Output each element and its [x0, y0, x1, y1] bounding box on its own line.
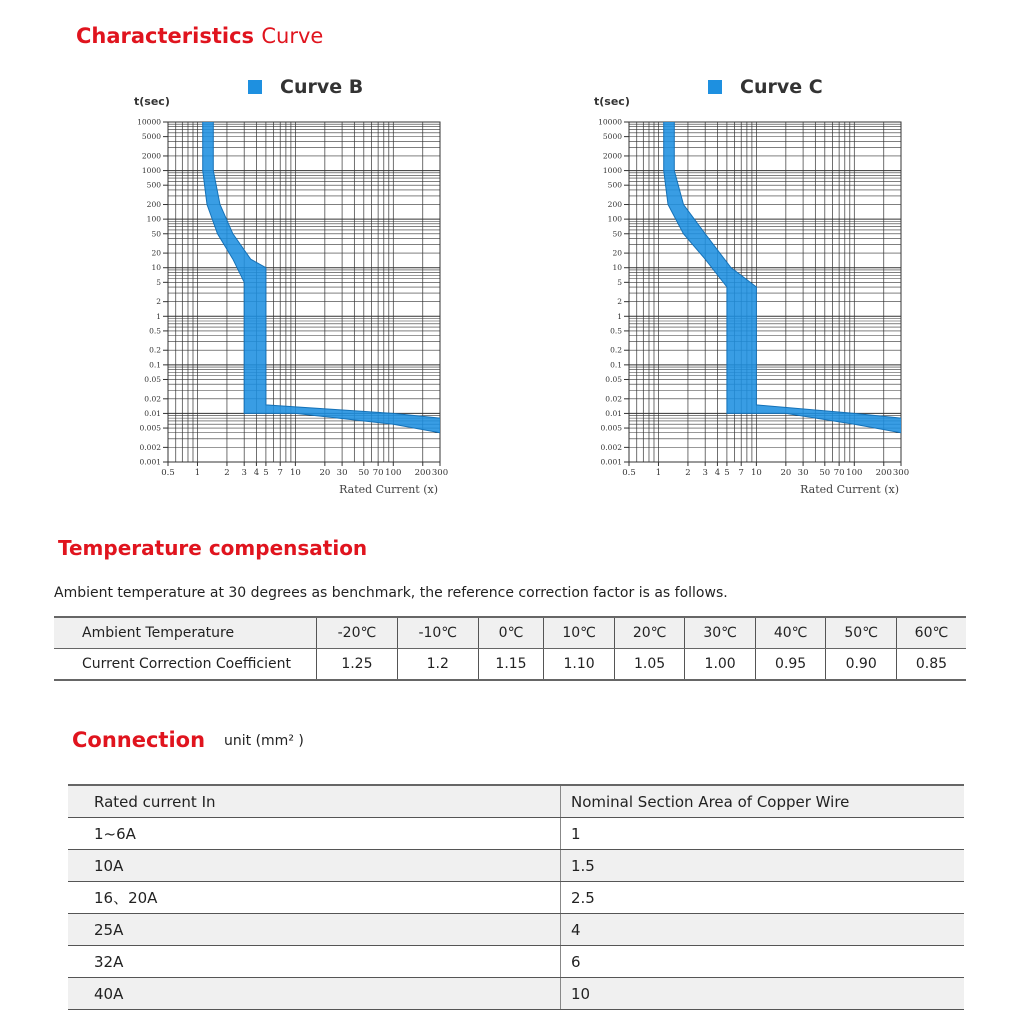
- rated-current-cell: 16、20A: [68, 882, 561, 914]
- x-tick-label: 300: [431, 468, 449, 478]
- header-cell: Nominal Section Area of Copper Wire: [561, 785, 965, 818]
- y-tick-label: 0.05: [144, 374, 161, 384]
- y-tick-label: 0.005: [139, 423, 161, 433]
- coefficient-row: [54, 649, 966, 681]
- coef-cell: 0.90: [826, 649, 897, 681]
- heading-light: Curve: [261, 24, 324, 48]
- curve-b-plot: [130, 110, 460, 510]
- table-row: [68, 914, 964, 946]
- rated-current-cell: 10A: [68, 850, 561, 882]
- curve-c-legend: [708, 76, 823, 98]
- heading-bold: Characteristics: [76, 24, 255, 48]
- header-cell: Rated current In: [68, 785, 561, 818]
- x-tick-label: 7: [277, 468, 283, 478]
- trip-band: [664, 122, 901, 433]
- temperature-intro: Ambient temperature at 30 degrees as benchmark, the reference correction factor is as follows.: [54, 585, 728, 601]
- coef-cell: 1.25: [317, 649, 398, 681]
- section-area-cell: 2.5: [561, 882, 965, 914]
- y-tick-label: 1000: [602, 166, 622, 176]
- y-tick-label: 0.002: [139, 442, 161, 452]
- x-tick-label: 10: [289, 468, 301, 478]
- y-tick-label: 0.2: [610, 345, 622, 355]
- section-area-cell: 10: [561, 978, 965, 1010]
- x-tick-label: 30: [797, 468, 809, 478]
- y-tick-label: 500: [607, 180, 622, 190]
- y-tick-label: 5: [617, 277, 622, 287]
- y-axis-title: t(sec): [594, 95, 630, 108]
- y-tick-label: 0.001: [600, 457, 622, 467]
- x-tick-label: 1: [655, 468, 662, 478]
- connection-table: [68, 784, 964, 1010]
- temp-cell: 60℃: [896, 617, 966, 649]
- y-tick-label: 0.02: [605, 394, 622, 404]
- connection-unit: unit (mm² ): [224, 733, 304, 749]
- row-label: Current Correction Coefficient: [54, 649, 317, 681]
- x-tick-label: 20: [780, 468, 792, 478]
- legend-label: Curve C: [740, 76, 823, 98]
- legend-swatch: [708, 80, 722, 94]
- x-tick-label: 30: [336, 468, 348, 478]
- y-axis-title: t(sec): [134, 95, 170, 108]
- y-tick-label: 100: [607, 214, 622, 224]
- y-tick-label: 1000: [141, 166, 161, 176]
- coef-cell: 0.95: [755, 649, 826, 681]
- temp-cell: 40℃: [755, 617, 826, 649]
- y-tick-label: 0.5: [149, 326, 161, 336]
- x-tick-label: 0.5: [622, 468, 636, 478]
- x-tick-label: 70: [372, 468, 384, 478]
- y-tick-label: 5000: [141, 132, 161, 142]
- y-tick-label: 20: [612, 248, 622, 258]
- y-tick-label: 5: [156, 277, 161, 287]
- x-tick-label: 2: [685, 468, 691, 478]
- table-header-row: [68, 785, 964, 818]
- x-tick-label: 300: [892, 468, 910, 478]
- temp-cell: 50℃: [826, 617, 897, 649]
- y-tick-label: 5000: [602, 132, 622, 142]
- legend-label: Curve B: [280, 76, 364, 98]
- x-tick-label: 3: [702, 468, 708, 478]
- x-tick-label: 20: [319, 468, 331, 478]
- coef-cell: 1.10: [544, 649, 615, 681]
- temperature-row: [54, 617, 966, 649]
- x-tick-label: 200: [875, 468, 892, 478]
- y-tick-label: 2000: [141, 151, 161, 161]
- y-tick-label: 100: [146, 214, 161, 224]
- y-tick-label: 2: [156, 297, 161, 307]
- y-tick-label: 1: [617, 311, 622, 321]
- y-tick-label: 50: [151, 229, 161, 239]
- coef-cell: 1.00: [685, 649, 756, 681]
- rated-current-cell: 1~6A: [68, 818, 561, 850]
- temp-cell: 20℃: [614, 617, 685, 649]
- y-tick-label: 2: [617, 297, 622, 307]
- x-tick-label: 7: [738, 468, 744, 478]
- section-area-cell: 1: [561, 818, 965, 850]
- temp-cell: -10℃: [397, 617, 478, 649]
- curve-b-legend: [248, 76, 363, 98]
- x-tick-label: 5: [724, 468, 730, 478]
- x-axis-title: Rated Current (x): [339, 483, 438, 496]
- y-tick-label: 10000: [137, 117, 161, 127]
- rated-current-cell: 25A: [68, 914, 561, 946]
- curve-c-plot: [591, 110, 921, 510]
- section-area-cell: 4: [561, 914, 965, 946]
- section-area-cell: 1.5: [561, 850, 965, 882]
- y-tick-label: 0.002: [600, 442, 622, 452]
- table-row: [68, 946, 964, 978]
- rated-current-cell: 32A: [68, 946, 561, 978]
- characteristics-curve-heading: [76, 24, 323, 48]
- trip-band: [203, 122, 440, 433]
- y-tick-label: 20: [151, 248, 161, 258]
- y-tick-label: 0.001: [139, 457, 161, 467]
- y-tick-label: 50: [612, 229, 622, 239]
- y-tick-label: 0.1: [149, 360, 161, 370]
- y-tick-label: 1: [156, 311, 161, 321]
- x-tick-label: 5: [263, 468, 269, 478]
- temp-cell: -20℃: [317, 617, 398, 649]
- x-tick-label: 100: [846, 468, 863, 478]
- y-tick-label: 2000: [602, 151, 622, 161]
- temperature-compensation-heading: Temperature compensation: [58, 536, 368, 560]
- coef-cell: 1.2: [397, 649, 478, 681]
- y-tick-label: 0.005: [600, 423, 622, 433]
- x-tick-label: 4: [253, 468, 260, 478]
- x-tick-label: 10: [750, 468, 762, 478]
- temp-cell: 0℃: [478, 617, 544, 649]
- x-axis-title: Rated Current (x): [800, 483, 899, 496]
- coef-cell: 1.05: [614, 649, 685, 681]
- y-tick-label: 0.05: [605, 374, 622, 384]
- x-tick-label: 3: [241, 468, 247, 478]
- y-tick-label: 10: [612, 263, 622, 273]
- legend-swatch: [248, 80, 262, 94]
- section-area-cell: 6: [561, 946, 965, 978]
- y-tick-label: 0.01: [144, 408, 161, 418]
- y-tick-label: 10: [151, 263, 161, 273]
- y-tick-label: 10000: [598, 117, 622, 127]
- table-row: [68, 818, 964, 850]
- x-tick-label: 50: [819, 468, 831, 478]
- coef-cell: 0.85: [896, 649, 966, 681]
- y-tick-label: 500: [146, 180, 161, 190]
- temp-cell: 30℃: [685, 617, 756, 649]
- x-tick-label: 50: [358, 468, 370, 478]
- x-tick-label: 4: [714, 468, 721, 478]
- rated-current-cell: 40A: [68, 978, 561, 1010]
- y-tick-label: 0.1: [610, 360, 622, 370]
- y-tick-label: 0.5: [610, 326, 622, 336]
- y-tick-label: 0.2: [149, 345, 161, 355]
- table-row: [68, 882, 964, 914]
- y-tick-label: 200: [146, 200, 161, 210]
- table-row: [68, 850, 964, 882]
- connection-heading: Connection: [72, 728, 206, 752]
- coef-cell: 1.15: [478, 649, 544, 681]
- x-tick-label: 100: [385, 468, 402, 478]
- x-tick-label: 1: [194, 468, 201, 478]
- temp-cell: 10℃: [544, 617, 615, 649]
- x-tick-label: 70: [833, 468, 845, 478]
- x-tick-label: 0.5: [161, 468, 175, 478]
- temperature-table: [54, 616, 966, 681]
- y-tick-label: 200: [607, 200, 622, 210]
- x-tick-label: 200: [414, 468, 431, 478]
- y-tick-label: 0.02: [144, 394, 161, 404]
- y-tick-label: 0.01: [605, 408, 622, 418]
- x-tick-label: 2: [224, 468, 230, 478]
- row-label: Ambient Temperature: [54, 617, 317, 649]
- table-row: [68, 978, 964, 1010]
